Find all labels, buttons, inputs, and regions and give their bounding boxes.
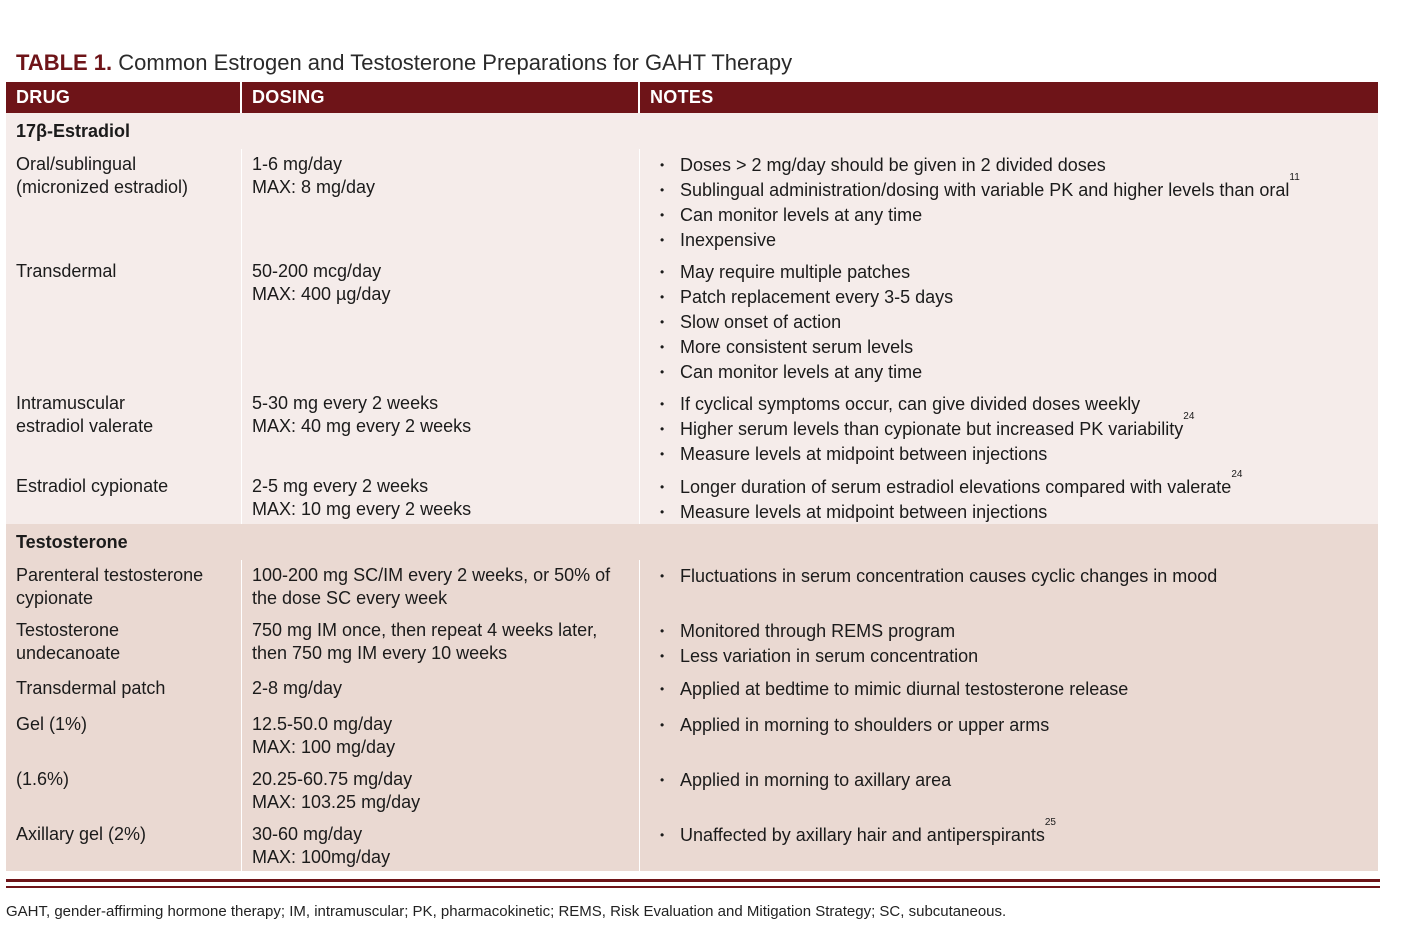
note-text: Monitored through REMS program <box>680 621 956 641</box>
dosing-cell <box>242 764 640 819</box>
bullet-icon: • <box>660 505 665 519</box>
drug-line: Oral/sublingual <box>16 154 137 174</box>
notes-cell <box>640 149 1378 256</box>
dosing-line: MAX: 103.25 mg/day <box>252 792 421 812</box>
bullet-icon: • <box>660 183 665 197</box>
dosing-line: 1-6 mg/day <box>252 154 343 174</box>
note-text: Inexpensive <box>680 230 777 250</box>
drug-line: (1.6%) <box>16 769 70 789</box>
dosing-line: MAX: 100 mg/day <box>252 737 396 757</box>
drug-line: Parenteral testosterone <box>16 565 204 585</box>
bullet-icon: • <box>660 397 665 411</box>
dosing-cell <box>242 471 640 524</box>
dosing-cell <box>242 560 640 615</box>
dosing-line: 50-200 mcg/day <box>252 261 382 281</box>
drug-cell <box>6 764 242 819</box>
note-item <box>660 677 1378 702</box>
note-text: Applied in morning to shoulders or upper arms <box>680 715 1050 735</box>
dosing-cell <box>242 149 640 256</box>
note-text: Applied in morning to axillary area <box>680 770 952 790</box>
dosing-line: MAX: 8 mg/day <box>252 177 376 197</box>
note-item <box>660 153 1378 178</box>
drug-cell <box>6 149 242 256</box>
note-text: May require multiple patches <box>680 262 911 282</box>
drug-cell <box>6 709 242 764</box>
dosing-line: 2-5 mg every 2 weeks <box>252 476 429 496</box>
note-text: More consistent serum levels <box>680 337 914 357</box>
note-text: Measure levels at midpoint between injections <box>680 502 1048 522</box>
drug-line: Estradiol cypionate <box>16 476 169 496</box>
bullet-icon: • <box>660 773 665 787</box>
bullet-icon: • <box>660 682 665 696</box>
drug-line: undecanoate <box>16 643 121 663</box>
note-text: Can monitor levels at any time <box>680 362 923 382</box>
reference-superscript: 25 <box>1044 817 1056 828</box>
note-item <box>660 335 1378 360</box>
drug-cell <box>6 615 242 673</box>
note-item <box>660 469 1378 500</box>
note-text: Unaffected by axillary hair and antiperspirants <box>680 825 1045 845</box>
bullet-icon: • <box>660 233 665 247</box>
bullet-icon: • <box>660 208 665 222</box>
note-item <box>660 817 1378 848</box>
note-text: Fluctuations in serum concentration causes cyclic changes in mood <box>680 566 1218 586</box>
table-row <box>6 149 1378 256</box>
note-text: Measure levels at midpoint between injections <box>680 444 1048 464</box>
table-row <box>6 819 1378 871</box>
note-item <box>660 768 1378 793</box>
note-text: Can monitor levels at any time <box>680 205 923 225</box>
note-text: Sublingual administration/dosing with variable PK and higher levels than oral <box>680 180 1290 200</box>
header-notes: NOTES <box>650 87 714 107</box>
dosing-line: MAX: 40 mg every 2 weeks <box>252 416 472 436</box>
dosing-cell <box>242 819 640 871</box>
note-item <box>660 713 1378 738</box>
bullet-icon: • <box>660 290 665 304</box>
bullet-icon: • <box>660 718 665 732</box>
note-item <box>660 442 1378 467</box>
table-label: TABLE 1. <box>16 50 113 75</box>
drug-cell <box>6 560 242 615</box>
note-text: Slow onset of action <box>680 312 842 332</box>
note-text: Longer duration of serum estradiol elevations compared with valerate <box>680 477 1232 497</box>
table-row <box>6 764 1378 819</box>
drug-line: (micronized estradiol) <box>16 177 189 197</box>
reference-superscript: 24 <box>1231 469 1243 480</box>
note-text: Doses > 2 mg/day should be given in 2 divided doses <box>680 155 1106 175</box>
table-row <box>6 615 1378 673</box>
table-row <box>6 471 1378 524</box>
note-item <box>660 644 1378 669</box>
note-item <box>660 228 1378 253</box>
section-title: Testosterone <box>16 531 128 552</box>
drug-line: estradiol valerate <box>16 416 154 436</box>
bullet-icon: • <box>660 265 665 279</box>
dosing-line: 12.5-50.0 mg/day <box>252 714 393 734</box>
drug-cell <box>6 819 242 871</box>
drug-line: Transdermal <box>16 261 117 281</box>
table-header <box>6 82 1378 113</box>
note-text: Less variation in serum concentration <box>680 646 979 666</box>
note-text: Higher serum levels than cypionate but increased PK variability <box>680 419 1184 439</box>
notes-cell <box>640 560 1378 615</box>
table-row <box>6 388 1378 471</box>
dosing-line: 30-60 mg/day <box>252 824 363 844</box>
note-item <box>660 411 1378 442</box>
notes-cell <box>640 819 1378 871</box>
drug-line: cypionate <box>16 588 94 608</box>
note-item <box>660 203 1378 228</box>
note-text: Patch replacement every 3-5 days <box>680 287 954 307</box>
section-title: 17β-Estradiol <box>16 120 131 141</box>
dosing-cell <box>242 709 640 764</box>
table-caption <box>16 50 792 76</box>
note-item <box>660 172 1378 203</box>
table-row <box>6 709 1378 764</box>
note-text: If cyclical symptoms occur, can give divided doses weekly <box>680 394 1141 414</box>
drug-cell <box>6 388 242 471</box>
notes-cell <box>640 709 1378 764</box>
bullet-icon: • <box>660 158 665 172</box>
dosing-line: the dose SC every week <box>252 588 448 608</box>
drug-cell <box>6 256 242 388</box>
note-item <box>660 360 1378 385</box>
dosing-cell <box>242 256 640 388</box>
drug-cell <box>6 471 242 524</box>
table-bottom-rule <box>6 879 1380 888</box>
note-item <box>660 260 1378 285</box>
table-section <box>6 113 1378 524</box>
notes-cell <box>640 764 1378 819</box>
preparations-table <box>6 82 1378 871</box>
bullet-icon: • <box>660 624 665 638</box>
dosing-cell <box>242 615 640 673</box>
notes-cell <box>640 673 1378 709</box>
bullet-icon: • <box>660 365 665 379</box>
table-row <box>6 560 1378 615</box>
drug-line: Intramuscular <box>16 393 126 413</box>
drug-line: Testosterone <box>16 620 120 640</box>
bullet-icon: • <box>660 422 665 436</box>
bullet-icon: • <box>660 315 665 329</box>
bullet-icon: • <box>660 340 665 354</box>
dosing-line: MAX: 10 mg every 2 weeks <box>252 499 472 519</box>
note-item <box>660 310 1378 335</box>
note-item <box>660 500 1378 525</box>
bullet-icon: • <box>660 828 665 842</box>
notes-cell <box>640 256 1378 388</box>
drug-line: Gel (1%) <box>16 714 88 734</box>
dosing-cell <box>242 388 640 471</box>
bullet-icon: • <box>660 480 665 494</box>
drug-line: Axillary gel (2%) <box>16 824 147 844</box>
bullet-icon: • <box>660 569 665 583</box>
note-text: Applied at bedtime to mimic diurnal testosterone release <box>680 679 1129 699</box>
table-row <box>6 673 1378 709</box>
table-row <box>6 256 1378 388</box>
drug-cell <box>6 673 242 709</box>
note-item <box>660 285 1378 310</box>
notes-cell <box>640 388 1378 471</box>
dosing-cell <box>242 673 640 709</box>
dosing-line: 5-30 mg every 2 weeks <box>252 393 439 413</box>
table-section <box>6 524 1378 871</box>
table-footnote: GAHT, gender-affirming hormone therapy; IM, intramuscular; PK, pharmacokinetic; REMS, Risk Evaluation and Mitigation Strategy; SC, subcutaneous. <box>6 903 1007 920</box>
notes-cell <box>640 615 1378 673</box>
note-item <box>660 619 1378 644</box>
notes-cell <box>640 471 1378 524</box>
note-item <box>660 564 1378 589</box>
dosing-line: 750 mg IM once, then repeat 4 weeks later, <box>252 620 598 640</box>
dosing-line: then 750 mg IM every 10 weeks <box>252 643 508 663</box>
dosing-line: 20.25-60.75 mg/day <box>252 769 413 789</box>
dosing-line: MAX: 400 µg/day <box>252 284 391 304</box>
header-dosing: DOSING <box>242 82 640 113</box>
bullet-icon: • <box>660 447 665 461</box>
reference-superscript: 24 <box>1183 411 1195 422</box>
note-item <box>660 392 1378 417</box>
bullet-icon: • <box>660 649 665 663</box>
reference-superscript: 11 <box>1289 172 1300 183</box>
dosing-line: 2-8 mg/day <box>252 678 343 698</box>
dosing-line: MAX: 100mg/day <box>252 847 391 867</box>
drug-line: Transdermal patch <box>16 678 166 698</box>
dosing-line: 100-200 mg SC/IM every 2 weeks, or 50% of <box>252 565 611 585</box>
header-drug: DRUG <box>6 82 242 113</box>
table-title: Common Estrogen and Testosterone Preparations for GAHT Therapy <box>118 50 793 75</box>
